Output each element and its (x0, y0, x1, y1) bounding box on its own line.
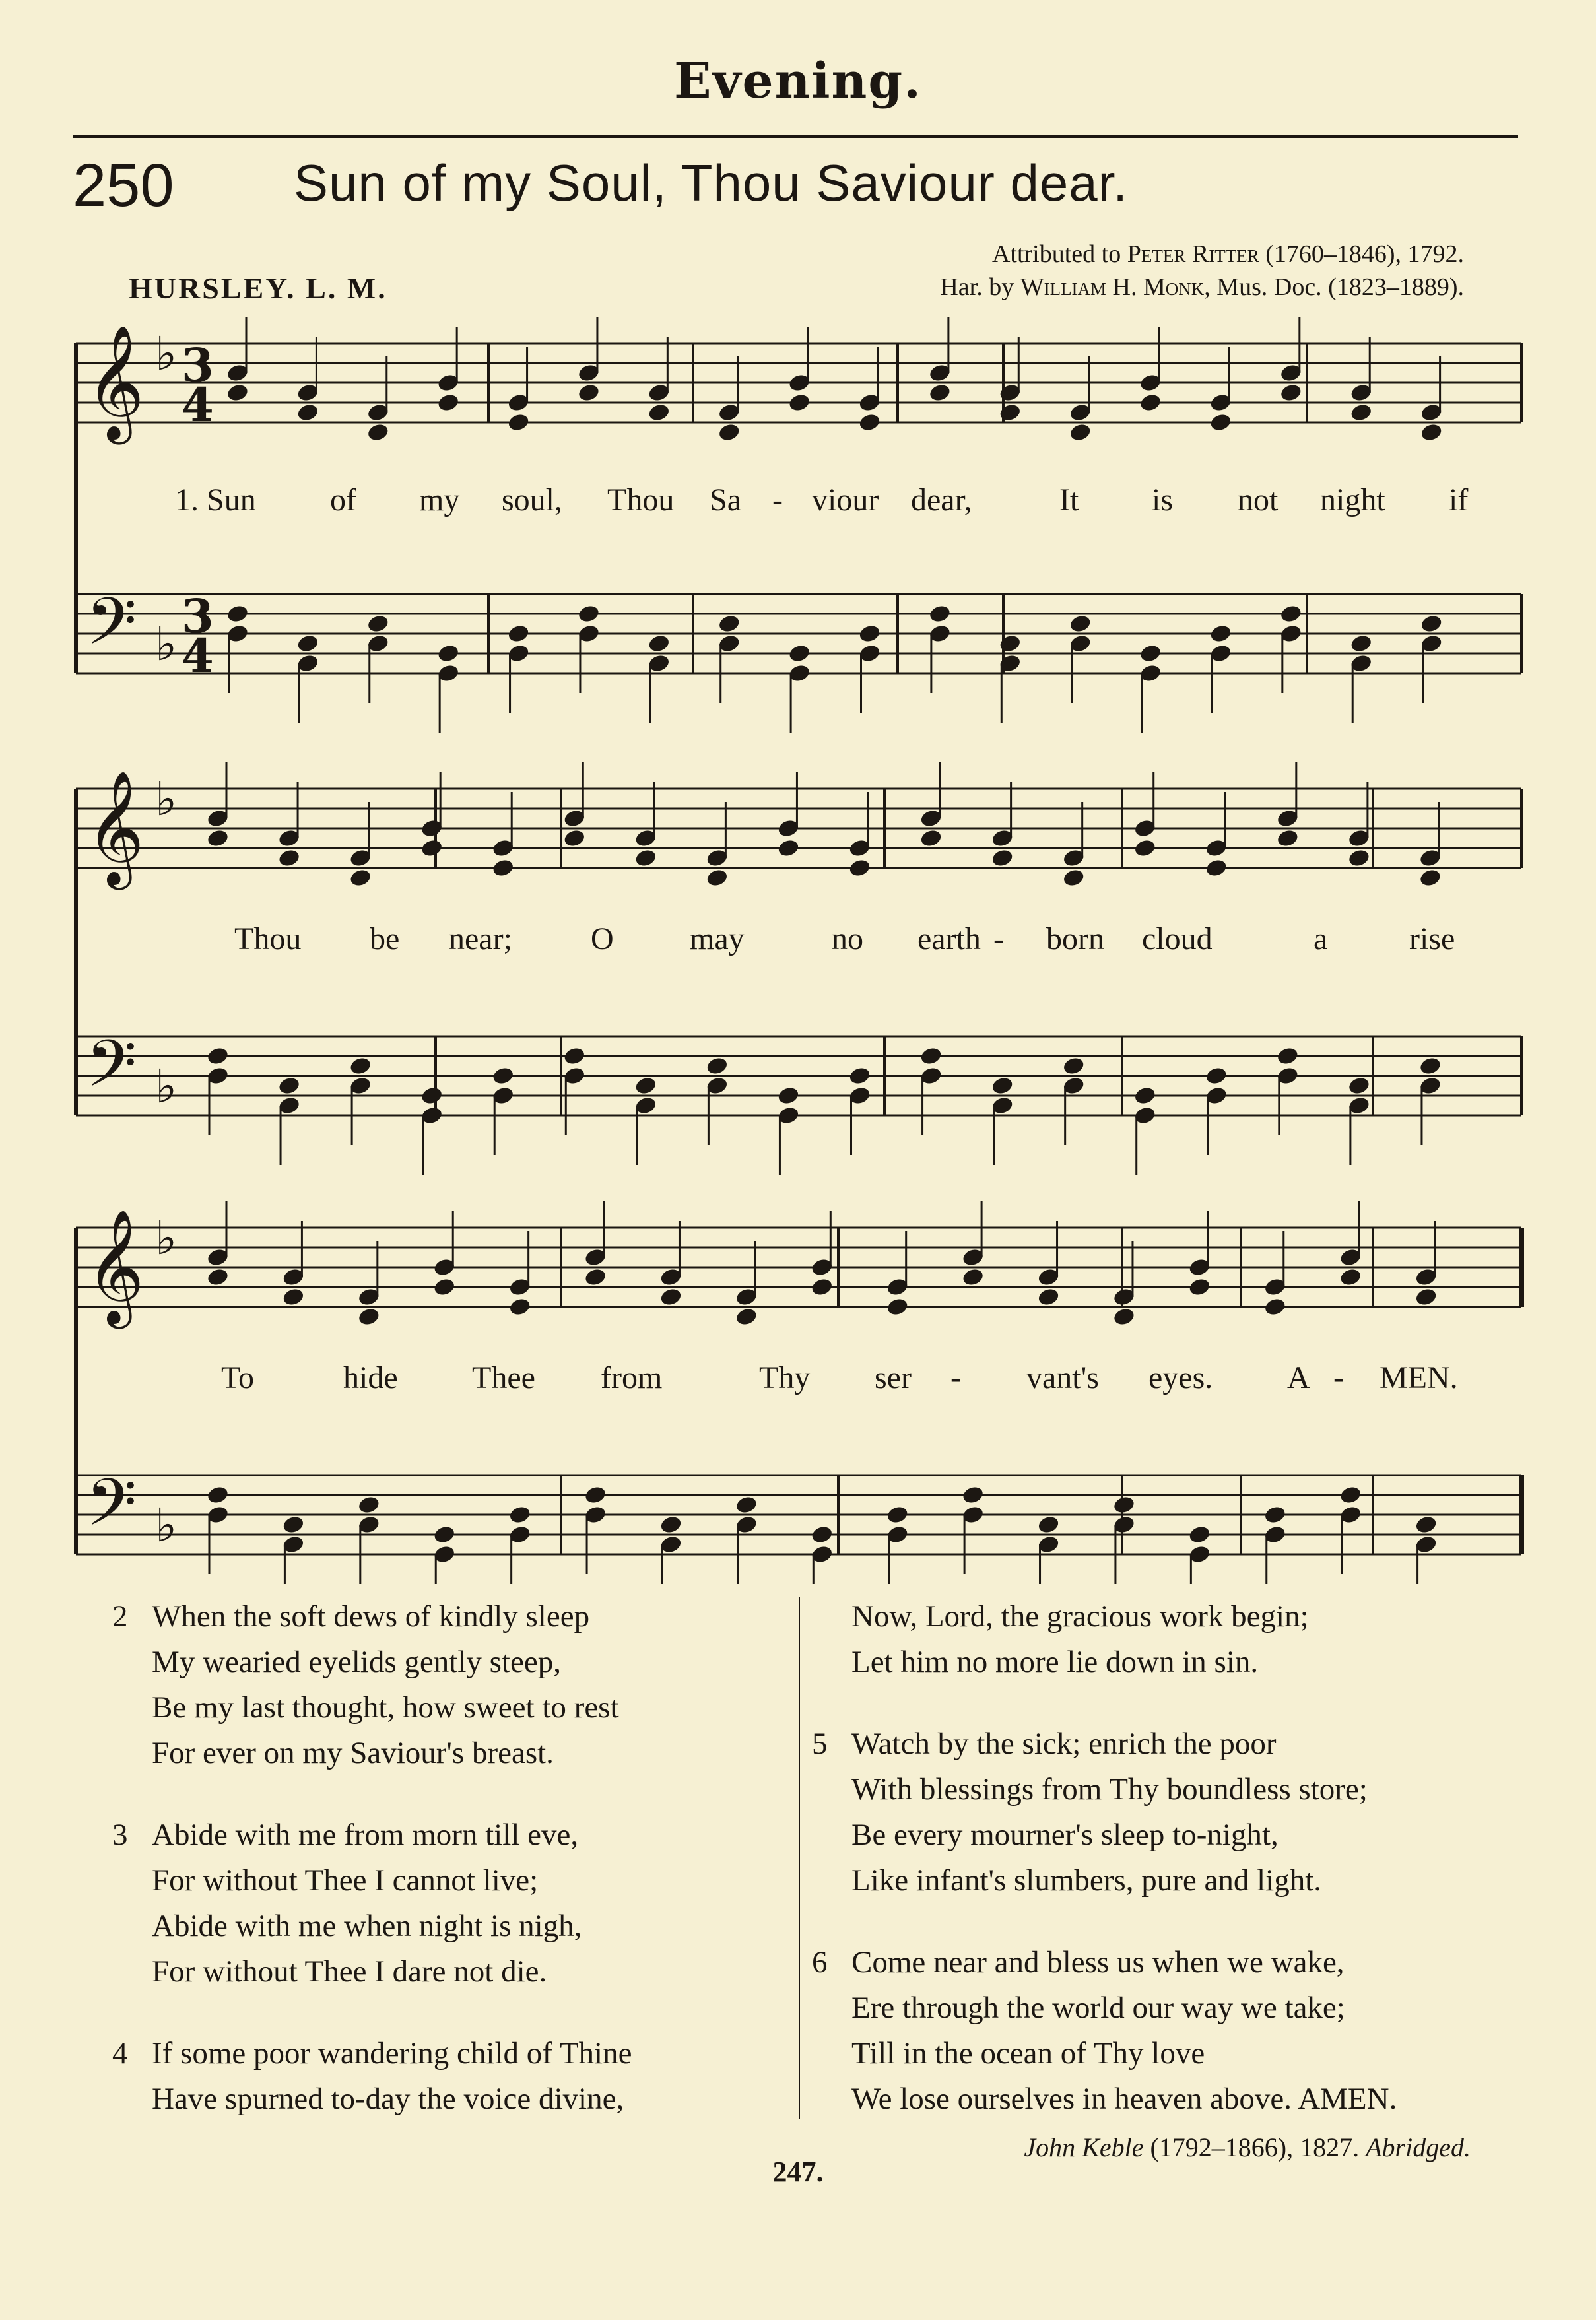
lyric-syllable: - (772, 482, 783, 517)
lyric-syllable: no (832, 921, 863, 956)
note-head (1037, 1287, 1061, 1308)
lyric-syllable: earth (917, 921, 981, 956)
note-head (366, 614, 390, 634)
lyric-syllable: eyes. (1148, 1360, 1213, 1395)
note-head (1263, 1297, 1287, 1317)
flat-key-icon: ♭ (155, 1211, 178, 1265)
lyric-syllable: if (1449, 482, 1469, 517)
lyric-syllable: a (1313, 921, 1328, 956)
note-head (810, 1525, 834, 1545)
lyric-line (0, 921, 1596, 960)
verse-number: 4 (112, 2036, 128, 2071)
note-head (1279, 604, 1303, 624)
note-head (1279, 383, 1303, 403)
verse-line: Abide with me when night is nigh, (152, 1909, 582, 1943)
verse (812, 1940, 1397, 2122)
note-head (810, 1277, 834, 1298)
note-head (1133, 1086, 1157, 1106)
lyric-syllable: soul, (502, 482, 563, 517)
treble-clef-icon: 𝄞 (86, 325, 145, 440)
bass-clef-icon: 𝄢 (86, 584, 137, 676)
note-head (858, 413, 882, 433)
note-head (226, 383, 249, 403)
lyric-syllable: viour (812, 482, 879, 517)
note-head (357, 1495, 381, 1515)
hymn-number: 250 (73, 152, 174, 219)
lyric-syllable: To (221, 1360, 254, 1395)
note-head (1062, 1056, 1086, 1077)
note-head (1347, 848, 1371, 869)
treble-clef-icon: 𝄞 (86, 770, 145, 885)
note-head (777, 1086, 801, 1106)
note-head (206, 1046, 230, 1067)
note-head (1209, 413, 1233, 433)
author-name: John Keble (1024, 2133, 1144, 2162)
note-head (1069, 422, 1092, 443)
note-head (1414, 1287, 1438, 1308)
verse-number: 2 (112, 1599, 128, 1634)
time-signature-upper: 3 (182, 589, 214, 644)
note-head (886, 1505, 910, 1525)
verse-line: Ere through the world our way we take; (851, 1991, 1345, 2025)
note-head (659, 1515, 683, 1535)
lyric-syllable: ser (875, 1360, 912, 1395)
note-head (919, 828, 943, 849)
note-head (928, 383, 952, 403)
note-head (1349, 403, 1373, 423)
note-head (717, 422, 741, 443)
flat-key-icon: ♭ (155, 617, 178, 671)
note-head (508, 1297, 532, 1317)
flat-key-icon: ♭ (155, 327, 178, 381)
flat-key-icon: ♭ (155, 1498, 178, 1552)
verse-line: Be my last thought, how sweet to rest (152, 1690, 619, 1725)
note-head (206, 828, 230, 849)
note-head (858, 624, 882, 644)
verse-line: Now, Lord, the gracious work begin; (851, 1599, 1309, 1634)
note-head (1276, 828, 1300, 849)
note-head (562, 1046, 586, 1067)
note-head (206, 1485, 230, 1506)
note-head (1209, 624, 1233, 644)
verses-left-column (112, 1594, 632, 2158)
note-head (1414, 1515, 1438, 1535)
note-head (357, 1307, 381, 1327)
lyric-syllable: Thou (234, 921, 302, 956)
note-head (961, 1267, 985, 1288)
verse (812, 1721, 1397, 1904)
verse-line: For ever on my Saviour's breast. (152, 1736, 554, 1770)
note-head (1187, 1525, 1211, 1545)
verse-line: Come near and bless us when we wake, (851, 1945, 1345, 1979)
note-head (1062, 868, 1086, 888)
verse-line: Watch by the sick; enrich the poor (851, 1727, 1277, 1761)
harmonizer-name: William H. Monk (1020, 273, 1205, 301)
time-signature-lower: 4 (182, 378, 214, 432)
note-head (647, 634, 671, 654)
lyric-syllable: not (1238, 482, 1279, 517)
note-head (349, 868, 372, 888)
lyric-syllable: MEN. (1380, 1360, 1458, 1395)
verse-line: Be every mourner's sleep to-night, (851, 1818, 1279, 1852)
verse-line: Like infant's slumbers, pure and light. (851, 1863, 1322, 1898)
note-head (1205, 1066, 1228, 1086)
note-head (1112, 1495, 1136, 1515)
verses-right-column (812, 1594, 1397, 2158)
note-head (777, 838, 801, 859)
note-head (436, 393, 460, 413)
tune-name: HURSLEY. L. M. (129, 271, 387, 305)
note-head (1133, 838, 1157, 859)
note-head (277, 848, 301, 869)
lyric-syllable: - (1333, 1360, 1344, 1395)
note-head (848, 1066, 872, 1086)
flat-key-icon: ♭ (155, 772, 178, 826)
lyric-syllable: Thou (607, 482, 675, 517)
note-head (436, 644, 460, 664)
note-head (420, 1086, 444, 1106)
note-head (961, 1485, 985, 1506)
lyric-syllable: near; (449, 921, 512, 956)
verse (112, 1812, 632, 1995)
verse-line: We lose ourselves in heaven above. AMEN. (851, 2082, 1397, 2116)
note-head (1418, 868, 1442, 888)
treble-clef-icon: 𝄞 (86, 1209, 145, 1324)
note-head (432, 1525, 456, 1545)
note-head (919, 1046, 943, 1067)
lyric-syllable: Thee (472, 1360, 535, 1395)
lyric-syllable: hide (343, 1360, 398, 1395)
note-head (420, 838, 444, 859)
verse-line: If some poor wandering child of Thine (152, 2036, 632, 2071)
time-signature-upper: 3 (182, 338, 214, 393)
lyric-syllable: rise (1409, 921, 1455, 956)
note-head (659, 1287, 683, 1308)
note-head (507, 624, 531, 644)
attribution-line-1: Attributed to Peter Ritter (1760–1846), 1792. (991, 240, 1464, 268)
verse-line: Have spurned to-day the voice divine, (152, 2082, 624, 2116)
note-head (226, 604, 249, 624)
author-credit: John Keble (1792–1866), 1827. Abridged. (1024, 2133, 1471, 2162)
note-head (491, 1066, 515, 1086)
note-head (735, 1495, 758, 1515)
note-head (1069, 614, 1092, 634)
verse-number: 5 (812, 1727, 828, 1761)
lyric-line (0, 482, 1596, 521)
note-head (296, 634, 320, 654)
bass-clef-icon: 𝄢 (86, 1465, 137, 1557)
note-head (647, 403, 671, 423)
lyric-syllable: born (1046, 921, 1104, 956)
lyric-syllable: my (419, 482, 460, 517)
page-number: 247. (772, 2156, 824, 2188)
note-head (1349, 634, 1373, 654)
note-head (583, 1485, 607, 1506)
note-head (432, 1277, 456, 1298)
note-head (928, 604, 952, 624)
lyric-syllable: night (1320, 482, 1385, 517)
note-head (1263, 1505, 1287, 1525)
lyric-syllable: It (1059, 482, 1079, 517)
note-head (1037, 1515, 1061, 1535)
note-head (706, 868, 729, 888)
lyric-syllable: - (993, 921, 1004, 956)
note-head (282, 1287, 306, 1308)
lyric-syllable: be (370, 921, 400, 956)
note-head (1276, 1046, 1300, 1067)
note-head (1205, 858, 1228, 878)
lyric-syllable: 1. Sun (175, 482, 256, 517)
note-head (277, 1076, 301, 1096)
note-head (991, 1076, 1014, 1096)
note-head (634, 848, 657, 869)
note-head (366, 422, 390, 443)
note-head (1139, 393, 1162, 413)
lyric-syllable: from (601, 1360, 663, 1395)
note-head (562, 828, 586, 849)
note-head (787, 393, 811, 413)
composer-name: Peter Ritter (1127, 240, 1259, 268)
verse-line: Let him no more lie down in sin. (851, 1645, 1259, 1679)
lyric-syllable: vant's (1026, 1360, 1099, 1395)
note-head (717, 614, 741, 634)
note-head (1420, 614, 1444, 634)
lyric-line (0, 1360, 1596, 1399)
verse-number: 3 (112, 1818, 128, 1852)
lyric-syllable: may (690, 921, 745, 956)
note-head (1339, 1267, 1362, 1288)
note-head (848, 858, 872, 878)
note-head (491, 858, 515, 878)
verse-line: Abide with me from morn till eve, (152, 1818, 579, 1852)
note-head (1139, 644, 1162, 664)
lyric-syllable: cloud (1142, 921, 1213, 956)
lyric-syllable: is (1152, 482, 1174, 517)
note-head (1347, 1076, 1371, 1096)
note-head (583, 1267, 607, 1288)
note-head (998, 403, 1022, 423)
note-head (787, 644, 811, 664)
note-head (296, 403, 320, 423)
section-title: Evening. (674, 53, 922, 110)
verse (112, 1594, 632, 1776)
bass-clef-icon: 𝄢 (86, 1026, 137, 1118)
lyric-syllable: - (950, 1360, 961, 1395)
note-head (1112, 1307, 1136, 1327)
column-divider (799, 1597, 800, 2119)
verse-line: When the soft dews of kindly sleep (152, 1599, 590, 1634)
note-head (1187, 1277, 1211, 1298)
note-head (282, 1515, 306, 1535)
note-head (577, 383, 601, 403)
note-head (998, 634, 1022, 654)
verse-line: For without Thee I cannot live; (152, 1863, 539, 1898)
note-head (349, 1056, 372, 1077)
verse-line: My wearied eyelids gently steep, (152, 1645, 561, 1679)
note-head (991, 848, 1014, 869)
lyric-syllable: A (1287, 1360, 1310, 1395)
note-head (577, 604, 601, 624)
verse-line: Till in the ocean of Thy love (851, 2036, 1205, 2071)
lyric-syllable: Sa (710, 482, 741, 517)
verse-line: For without Thee I dare not die. (152, 1954, 547, 1989)
note-head (1418, 1056, 1442, 1077)
note-head (706, 1056, 729, 1077)
lyric-syllable: dear, (911, 482, 972, 517)
lyric-syllable: Thy (759, 1360, 811, 1395)
note-head (1420, 422, 1444, 443)
note-head (634, 1076, 657, 1096)
abridged-note: Abridged. (1366, 2133, 1471, 2162)
note-head (206, 1267, 230, 1288)
verse-number: 6 (812, 1945, 828, 1979)
flat-key-icon: ♭ (155, 1059, 178, 1113)
note-head (886, 1297, 910, 1317)
hymn-title: Sun of my Soul, Thou Saviour dear. (294, 154, 1128, 212)
note-head (1339, 1485, 1362, 1506)
lyric-syllable: O (591, 921, 614, 956)
verse (112, 2031, 632, 2122)
note-head (507, 413, 531, 433)
note-head (508, 1505, 532, 1525)
lyric-syllable: of (330, 482, 356, 517)
time-signature-lower: 4 (182, 628, 214, 683)
attribution-line-2: Har. by William H. Monk, Mus. Doc. (1823–1889). (940, 273, 1464, 301)
verse-line: With blessings from Thy boundless store; (851, 1772, 1368, 1806)
note-head (735, 1307, 758, 1327)
verse (851, 1594, 1397, 1685)
